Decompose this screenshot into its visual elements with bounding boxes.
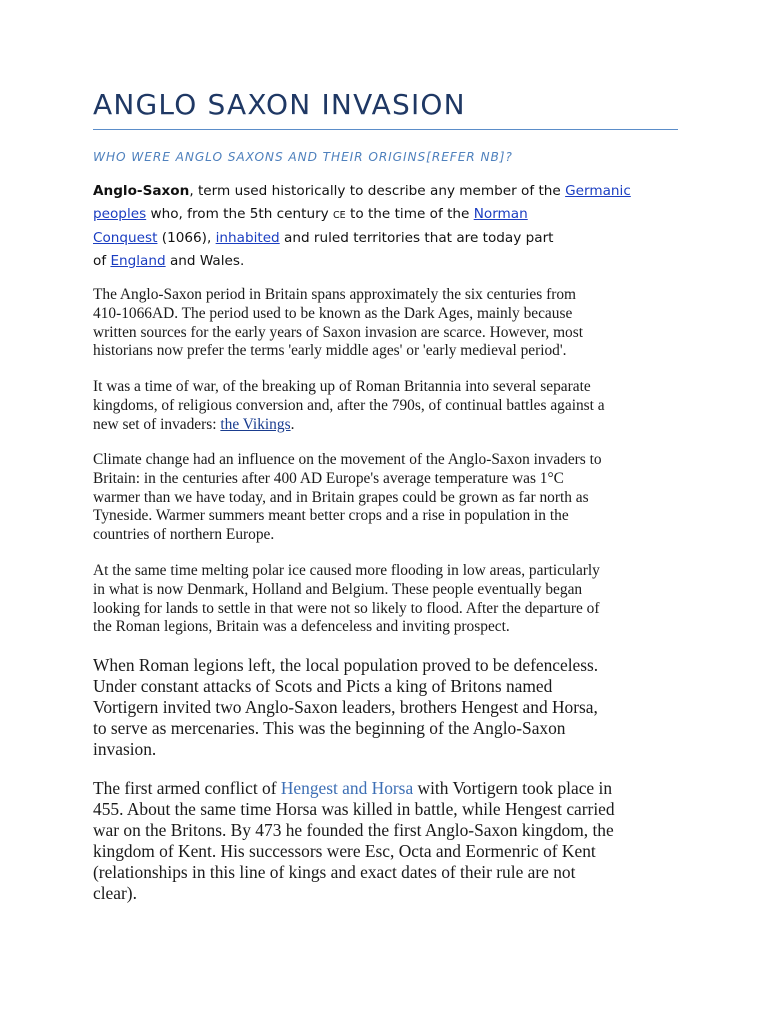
text-line: historians now prefer the terms 'early middle ages' or 'early medieval period'. [93, 342, 567, 360]
document-subtitle: WHO WERE ANGLO SAXONS AND THEIR ORIGINS[REFER NB]? [93, 150, 513, 164]
text-line: clear). [93, 883, 137, 903]
paragraph-hengest-horsa [93, 778, 678, 904]
text-line: invasion. [93, 739, 157, 759]
link-norman-conquest[interactable]: Norman [473, 206, 528, 222]
link-germanic-peoples[interactable]: Germanic [565, 183, 631, 199]
paragraph-flooding [93, 562, 678, 637]
text-line: Under constant attacks of Scots and Picts a king of Britons named [93, 676, 553, 696]
text-line: in what is now Denmark, Holland and Belgium. These people eventually began [93, 580, 583, 598]
link-inhabited[interactable]: inhabited [215, 230, 280, 246]
text-line: warmer than we have today, and in Britain grapes could be grown as far north as [93, 488, 589, 506]
text-fragment: . [290, 415, 295, 433]
text-line: war on the Britons. By 473 he founded the first Anglo-Saxon kingdom, the [93, 820, 614, 840]
title-divider [93, 129, 678, 130]
text-line: countries of northern Europe. [93, 526, 275, 544]
lead-paragraph [93, 180, 678, 273]
lead-term: Anglo-Saxon [93, 183, 190, 199]
lead-ce: CE [333, 210, 346, 221]
link-the-vikings[interactable]: the Vikings [220, 415, 291, 433]
text-line: Vortigern invited two Anglo-Saxon leaders, brothers Hengest and Horsa, [93, 697, 598, 717]
text-line: the Roman legions, Britain was a defenceless and inviting prospect. [93, 618, 510, 636]
text-line [93, 778, 678, 799]
text-line [93, 416, 678, 435]
lead-text-4: (1066), [157, 230, 216, 246]
document-title: ANGLO SAXON INVASION [93, 88, 466, 121]
text-fragment: with Vortigern took place in [413, 778, 613, 798]
text-line: It was a time of war, of the breaking up of Roman Britannia into several separate [93, 378, 591, 395]
text-line: written sources for the early years of Saxon invasion are scarce. However, most [93, 323, 583, 341]
text-line: 410-1066AD. The period used to be known as the Dark Ages, mainly because [93, 304, 573, 322]
lead-text-3: to the time of the [345, 206, 474, 222]
text-line: looking for lands to settle in that were not so likely to flood. After the departure of [93, 599, 600, 617]
lead-text-2: who, from the 5th century [146, 206, 334, 222]
text-line: (relationships in this line of kings and exact dates of their rule are not [93, 862, 576, 882]
text-line: The Anglo-Saxon period in Britain spans approximately the six centuries from [93, 286, 576, 303]
lead-text-5: and ruled territories that are today part [279, 230, 554, 246]
paragraph-period [93, 286, 678, 361]
text-fragment: The first armed conflict of [93, 778, 281, 798]
text-line: At the same time melting polar ice caused more flooding in low areas, particularly [93, 562, 600, 579]
link-norman-conquest-cont[interactable]: Conquest [93, 230, 158, 246]
text-line: Britain: in the centuries after 400 AD Europe's average temperature was 1°C [93, 469, 564, 487]
text-line: kingdoms, of religious conversion and, after the 790s, of continual battles against a [93, 396, 605, 414]
text-line: Tyneside. Warmer summers meant better crops and a rise in population in the [93, 507, 569, 525]
text-line: 455. About the same time Horsa was killed in battle, while Hengest carried [93, 799, 615, 819]
paragraph-roman-legions [93, 655, 678, 760]
text-line: kingdom of Kent. His successors were Esc, Octa and Eormenric of Kent [93, 841, 596, 861]
text-line: to serve as mercenaries. This was the beginning of the Anglo-Saxon [93, 718, 566, 738]
paragraph-climate [93, 451, 678, 545]
lead-text-6: of [93, 253, 111, 269]
lead-text-7: and Wales. [165, 253, 245, 269]
paragraph-war [93, 378, 678, 434]
text-line: Climate change had an influence on the movement of the Anglo-Saxon invaders to [93, 451, 602, 468]
link-england[interactable]: England [110, 253, 166, 269]
link-hengest-and-horsa[interactable]: Hengest and Horsa [280, 778, 414, 798]
text-line: When Roman legions left, the local population proved to be defenceless. [93, 655, 599, 675]
lead-text-1: , term used historically to describe any member of the [189, 183, 566, 199]
link-germanic-peoples-cont[interactable]: peoples [93, 206, 147, 222]
text-fragment: new set of invaders: [93, 415, 221, 433]
